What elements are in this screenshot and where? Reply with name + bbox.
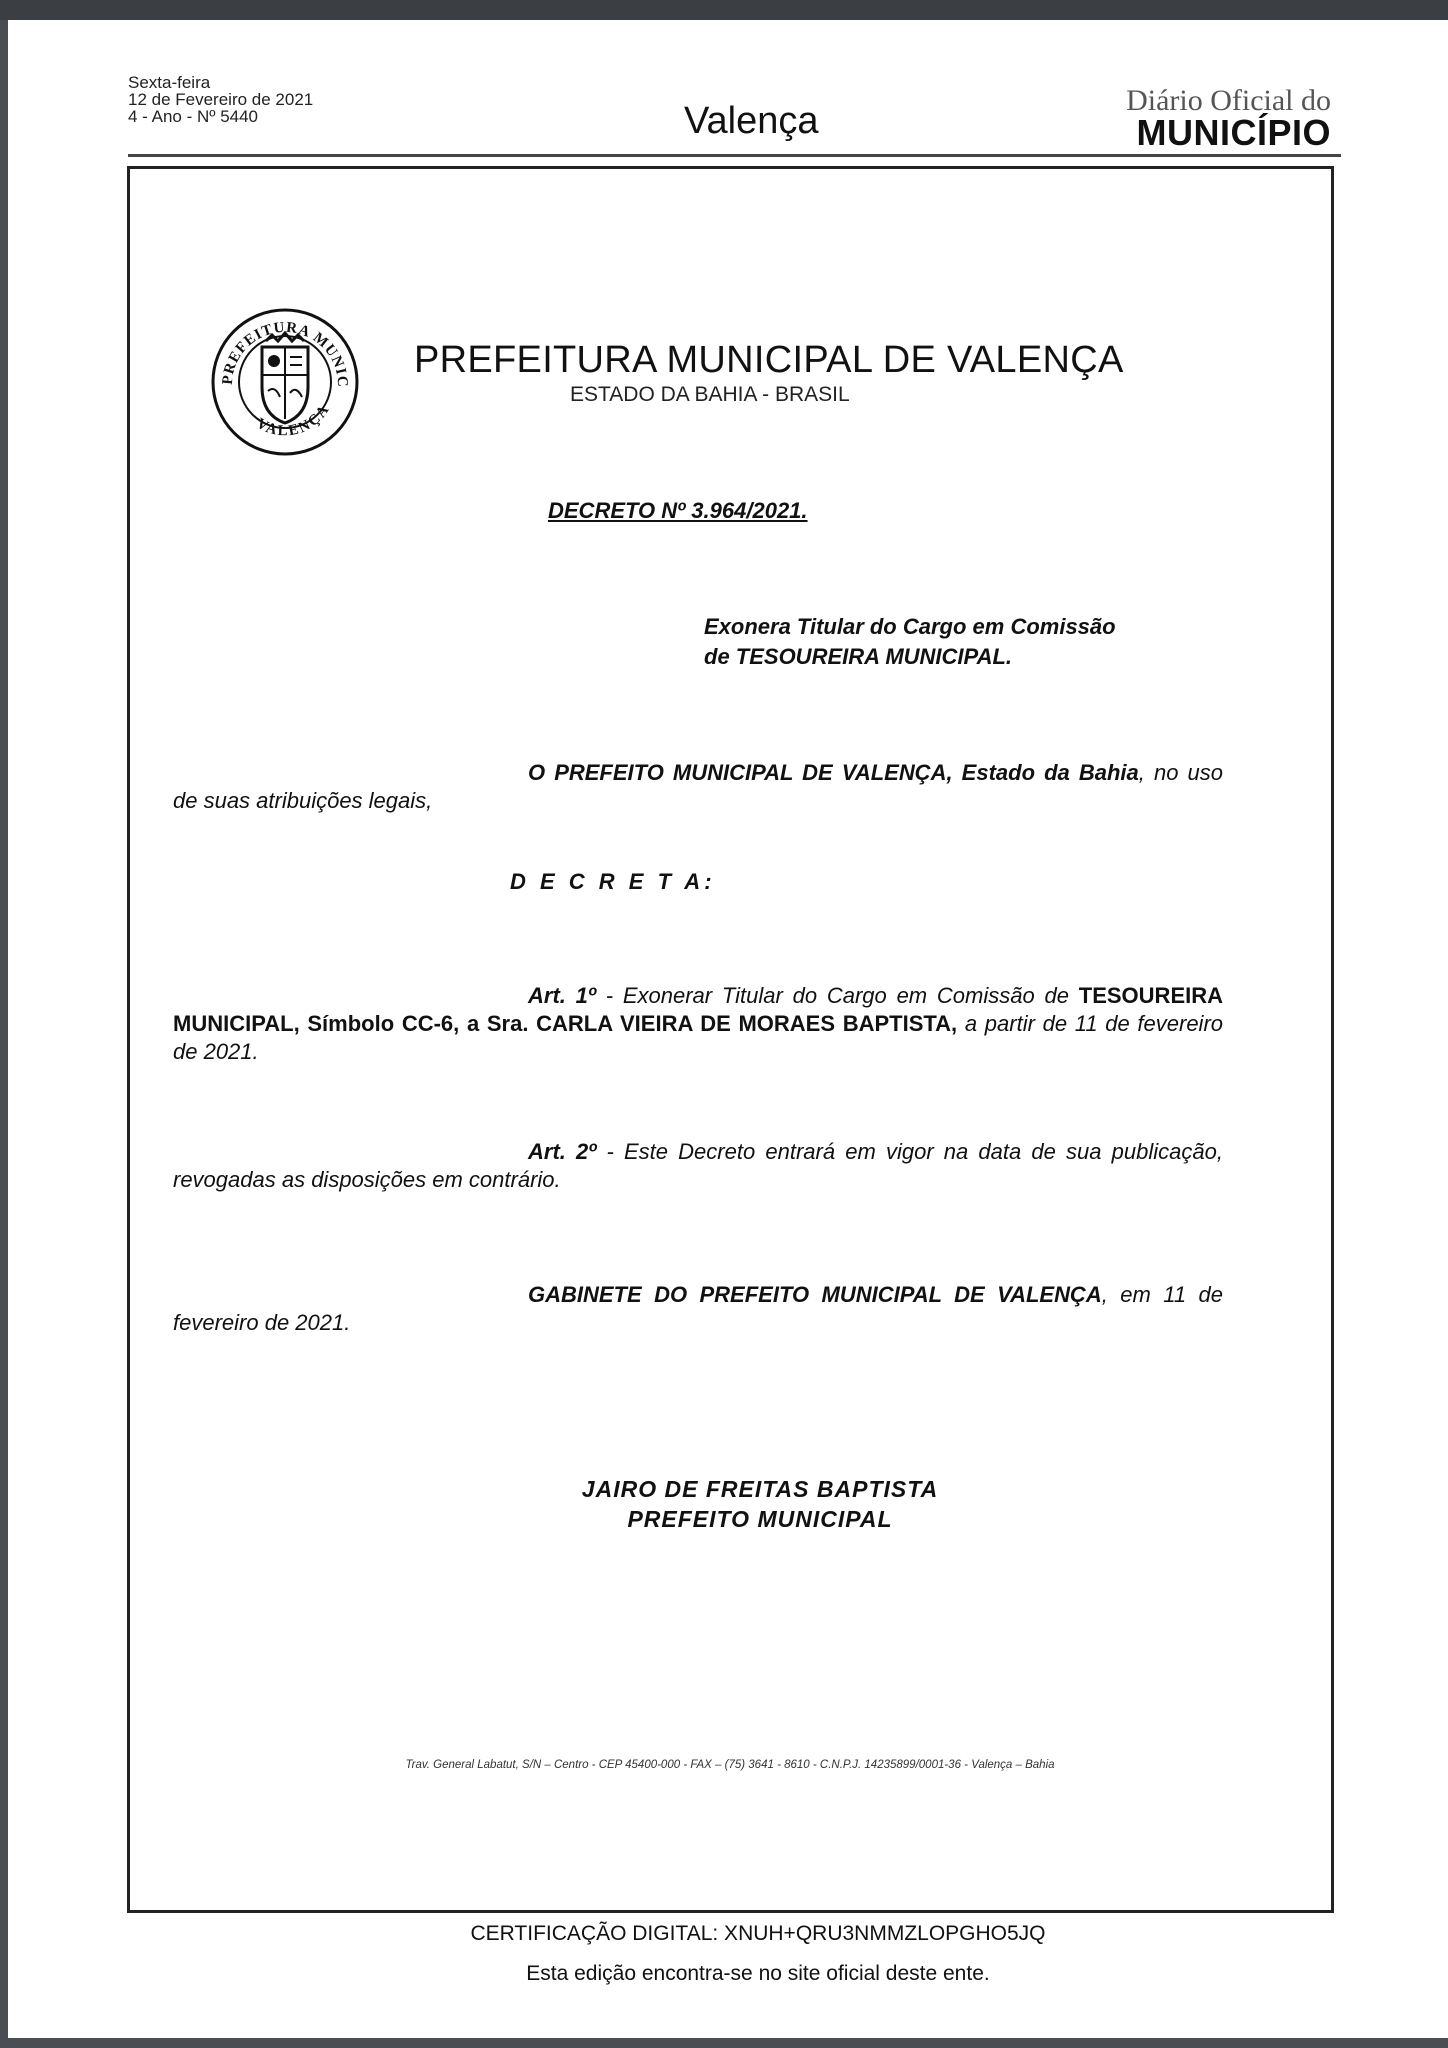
letterhead-title: PREFEITURA MUNICIPAL DE VALENÇA [414, 339, 1124, 381]
header-date: 12 de Fevereiro de 2021 [128, 90, 314, 109]
header-edition: 4 - Ano - Nº 5440 [128, 107, 259, 126]
header-issue-info [128, 74, 313, 125]
logo-line1: Diário Oficial do [1126, 84, 1331, 117]
summary-line-2: de TESOUREIRA MUNICIPAL. [704, 644, 1013, 669]
logo-line2: MUNICÍPIO [1136, 112, 1331, 153]
municipal-seal-icon [210, 307, 360, 457]
closing-bold: GABINETE DO PREFEITO MUNICIPAL DE VALENÇA [528, 1282, 1102, 1307]
article-2-text: - Este Decreto entrará em vigor na data de sua publicação, revogadas as disposições em contrário. [173, 1139, 1223, 1192]
article-1-tail: a partir de 11 de fevereiro de 2021. [173, 1011, 1224, 1064]
summary-line-1: Exonera Titular do Cargo em Comissão [704, 614, 1116, 639]
digital-certification: CERTIFICAÇÃO DIGITAL: XNUH+QRU3NMMZLOPGHO5JQ [470, 1922, 1046, 1945]
decree-number: DECRETO Nº 3.964/2021. [548, 498, 808, 523]
closing-paragraph [173, 1281, 1223, 1337]
signer-title: PREFEITO MUNICIPAL [627, 1506, 893, 1532]
article-1-bold: TESOUREIRA MUNICIPAL, Símbolo CC-6, a Sra. CARLA VIEIRA DE MORAES BAPTISTA, [173, 983, 1224, 1036]
viewer-toolbar-strip [0, 0, 1448, 20]
seal-text-top: PREFEITURA MUNIC [219, 319, 351, 389]
article-1-label: Art. 1º [528, 983, 596, 1008]
article-2 [173, 1138, 1223, 1194]
closing-rest: , em 11 de fevereiro de 2021. [173, 1282, 1223, 1335]
signature-block [460, 1474, 1060, 1534]
decree-summary [704, 612, 1116, 672]
header-city: Valença [684, 100, 819, 142]
decree-frame [127, 166, 1334, 1913]
article-1 [173, 982, 1223, 1066]
signer-name: JAIRO DE FREITAS BAPTISTA [581, 1476, 939, 1502]
document-page [8, 20, 1448, 2038]
article-2-label: Art. 2º [528, 1139, 597, 1164]
edition-note: Esta edição encontra-se no site oficial deste ente. [526, 1962, 990, 1985]
diario-oficial-logo [1091, 84, 1331, 153]
decreta-heading: D E C R E T A: [510, 869, 716, 894]
preamble-bold: O PREFEITO MUNICIPAL DE VALENÇA, Estado da Bahia [528, 760, 1139, 785]
seal-text-bottom: VALENÇA [253, 401, 334, 440]
preamble-paragraph [173, 759, 1223, 815]
article-1-text: - Exonerar Titular do Cargo em Comissão de [595, 983, 1079, 1008]
preamble-rest: , no uso de suas atribuições legais, [173, 760, 1223, 813]
letterhead-subtitle: ESTADO DA BAHIA - BRASIL [570, 383, 850, 406]
header-weekday: Sexta-feira [128, 73, 211, 92]
address-footer: Trav. General Labatut, S/N – Centro - CEP 45400-000 - FAX – (75) 3641 - 8610 - C.N.P.J. 14235899/0001-36 - Valença – Bahia [405, 1759, 1055, 1771]
header-rule [128, 154, 1341, 157]
